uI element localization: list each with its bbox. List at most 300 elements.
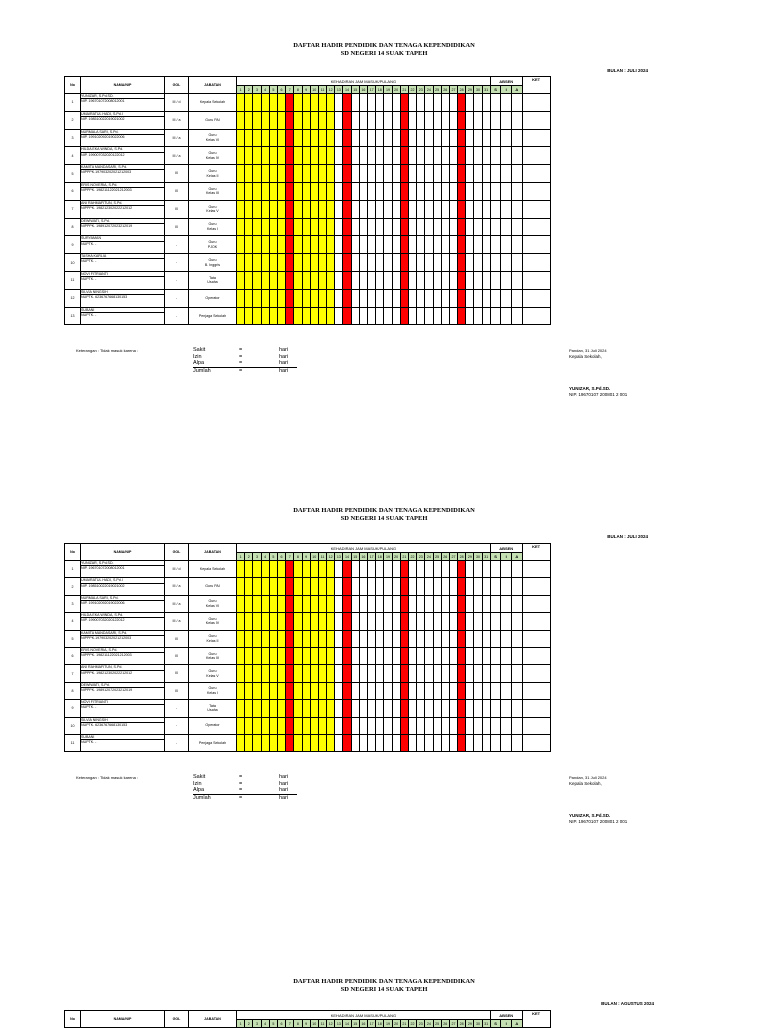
row-gol: IX [165, 630, 189, 647]
day-number: 27 [449, 86, 457, 94]
legend-unit: hari [279, 794, 289, 801]
staff-nip: NIP. 199007032020122012 [81, 152, 164, 157]
row-gol: IX [165, 218, 189, 236]
legend-unit: hari [279, 347, 289, 353]
staff-name: ERIS NOVERIA, S.Pd. [81, 647, 118, 652]
day-number: 10 [310, 553, 318, 561]
day-number: 1 [237, 86, 245, 94]
row-gol: III / a [165, 613, 189, 630]
jabatan-line-2: PJOK [207, 244, 218, 249]
staff-nip: NIP. 196701072008012001 [81, 565, 164, 570]
legend-label: Alpa [193, 787, 205, 793]
staff-nip: NIP. 198510022019021002 [81, 116, 164, 121]
staff-name: HILDA EKA WINDA, S.Pd. [81, 147, 124, 152]
row-gol: IX [165, 200, 189, 218]
day-number: 17 [368, 553, 376, 561]
day-number: 3 [253, 1020, 261, 1028]
day-number: 18 [376, 553, 384, 561]
legend-label: Izin [193, 780, 202, 787]
staff-name: YUNIZAR, S.Pd.SD. [81, 561, 114, 565]
day-number: 9 [302, 553, 310, 561]
day-number: 19 [384, 86, 392, 94]
row-gol: - [165, 700, 189, 717]
day-number: 24 [425, 86, 433, 94]
row-no: 6 [65, 647, 81, 664]
day-number: 4 [261, 553, 269, 561]
staff-nip: NUPTK. 6236767668130153 [81, 722, 164, 727]
day-number: 14 [343, 1020, 351, 1028]
day-number: 23 [417, 1020, 425, 1028]
day-number: 8 [294, 1020, 302, 1028]
day-number: 25 [433, 1020, 441, 1028]
header-nama: NAMA/NIP [81, 1011, 165, 1028]
jabatan-line-1: Operator [205, 295, 220, 300]
legend-label: Sakit [193, 347, 206, 353]
day-number: 13 [335, 86, 343, 94]
staff-name: KAMITA MANDASARI, S.Pd. [81, 630, 128, 635]
header-no: No [65, 544, 81, 561]
header-ket: KET [522, 1011, 550, 1028]
jabatan-line-1: Guru [208, 669, 217, 674]
staff-nip: NIPPPK. 198912072023212019 [81, 223, 164, 228]
header-nama: NAMA/NIP [81, 544, 165, 561]
day-number: 2 [245, 1020, 253, 1028]
day-number: 19 [384, 553, 392, 561]
attendance-table [64, 1010, 551, 1028]
sign-nip: NIP. 19670107 200801 2 001 [569, 392, 628, 397]
staff-nip: NIPPPK. 198912072023212019 [81, 687, 164, 692]
day-number: 2 [245, 553, 253, 561]
sheet-title [0, 978, 768, 994]
staff-name: NURMALA SARI, S.Pd. [81, 129, 119, 134]
day-number: 12 [327, 553, 335, 561]
row-no: 3 [65, 595, 81, 612]
day-number: 10 [310, 1020, 318, 1028]
day-number: 5 [269, 1020, 277, 1028]
row-gol: - [165, 734, 189, 751]
row-no: 3 [65, 129, 81, 147]
jabatan-line-2: Kelas VI [205, 137, 220, 142]
staff-nip: NUPTK. - [81, 704, 164, 709]
legend-unit: hari [279, 353, 289, 360]
header-absen: ABSEN [490, 77, 522, 86]
day-number: 3 [253, 86, 261, 94]
legend-unit: hari [279, 780, 289, 787]
header-absen-s: S [490, 86, 501, 94]
legend-label: Jumlah [193, 367, 211, 374]
day-number: 19 [384, 1020, 392, 1028]
sign-name: YUNIZAR, S.Pd.SD. [569, 386, 611, 391]
sign-name: YUNIZAR, S.Pd.SD. [569, 813, 611, 818]
day-number: 16 [359, 1020, 367, 1028]
sign-place-date: Pandan, 31 Juli 2024 [569, 348, 607, 353]
day-number: 11 [318, 553, 326, 561]
row-no: 10 [65, 254, 81, 272]
staff-name: NOVI FITRIANTI [81, 271, 108, 276]
day-number: 12 [327, 86, 335, 94]
legend-eq: = [239, 794, 243, 801]
staff-name: NOVI FITRIANTI [81, 700, 108, 705]
day-number: 28 [458, 1020, 466, 1028]
jabatan-line-1: Tata [209, 703, 216, 708]
staff-name: TASHA KARLIA [81, 254, 107, 259]
day-number: 28 [458, 553, 466, 561]
day-number: 16 [359, 86, 367, 94]
row-no: 2 [65, 578, 81, 595]
row-no: 7 [65, 200, 81, 218]
day-number: 9 [302, 1020, 310, 1028]
day-number: 9 [302, 86, 310, 94]
day-number: 21 [400, 86, 408, 94]
jabatan-line-1: Guru PAI [205, 117, 220, 122]
staff-nip: NUPTK. 6236767668130153 [81, 294, 164, 299]
legend-label: Sakit [193, 774, 206, 780]
day-number: 14 [343, 553, 351, 561]
staff-name: ERIS NOVERIA, S.Pd. [81, 182, 118, 187]
header-absen: ABSEN [490, 544, 522, 553]
row-no: 8 [65, 218, 81, 236]
day-number: 8 [294, 86, 302, 94]
header-absen-a: A [512, 1020, 523, 1028]
title-line-2: SD NEGERI 14 SUAK TAPEH [340, 515, 428, 522]
jabatan-line-1: Operator [205, 723, 220, 728]
row-gol: IX [165, 647, 189, 664]
row-gol: - [165, 254, 189, 272]
staff-nip: NUPTK. - [81, 312, 164, 317]
legend-eq: = [239, 367, 243, 374]
jabatan-line-2: Kelas III [206, 191, 219, 196]
header-gol: GOL [165, 77, 189, 94]
staff-nip: NIP. 196701072008012001 [81, 98, 164, 103]
row-no: 13 [65, 307, 81, 325]
staff-name: SURYAMAN [81, 236, 102, 241]
jabatan-line-1: Guru [208, 151, 217, 156]
day-number: 7 [286, 553, 294, 561]
header-jabatan: JABATAN [189, 1011, 237, 1028]
jabatan-line-1: Guru [208, 686, 217, 691]
legend-eq: = [239, 774, 243, 780]
day-number: 26 [441, 553, 449, 561]
header-absen-i: I [501, 553, 512, 561]
title-line-1: DAFTAR HADIR PENDIDIK DAN TENAGA KEPENDIDIKAN [293, 507, 475, 514]
header-row [65, 1011, 551, 1020]
row-no: 8 [65, 682, 81, 699]
row-gol: III / a [165, 147, 189, 165]
title-line-2: SD NEGERI 14 SUAK TAPEH [340, 986, 428, 993]
jabatan-line-1: Guru [208, 186, 217, 191]
day-number: 20 [392, 86, 400, 94]
jabatan-line-2: Kelas I [207, 226, 218, 231]
staff-nip: NUPTK. - [81, 258, 164, 263]
jabatan-line-1: Guru [208, 204, 217, 209]
staff-name: ANI RAHMAFITUN, S.Pd. [81, 665, 123, 670]
staff-nip: NUPTK. - [81, 241, 164, 246]
day-number: 21 [400, 553, 408, 561]
jabatan-line-2: Usaha [207, 708, 218, 713]
row-gol: - [165, 717, 189, 734]
row-gol: - [165, 289, 189, 307]
staff-nip: NIP. 198510022019021002 [81, 583, 164, 588]
header-absen-a: A [512, 553, 523, 561]
row-gol: III / d [165, 561, 189, 578]
row-no: 1 [65, 94, 81, 112]
day-number: 1 [237, 1020, 245, 1028]
day-number: 20 [392, 553, 400, 561]
day-number: 29 [466, 553, 474, 561]
legend-eq: = [239, 787, 243, 793]
row-no: 5 [65, 165, 81, 183]
row-gol: - [165, 307, 189, 325]
row-no: 2 [65, 111, 81, 129]
jabatan-line-1: Guru [208, 634, 217, 639]
row-no: 11 [65, 734, 81, 751]
jabatan-line-1: Guru [208, 169, 217, 174]
day-number: 25 [433, 553, 441, 561]
day-number: 6 [277, 1020, 285, 1028]
row-no: 5 [65, 630, 81, 647]
staff-nip: NIPPPK. 198211122021212003 [81, 652, 164, 657]
row-gol: III / a [165, 578, 189, 595]
row-no: 9 [65, 700, 81, 717]
day-number: 2 [245, 86, 253, 94]
day-number: 5 [269, 86, 277, 94]
jabatan-line-1: Tata [209, 275, 216, 280]
row-no: 4 [65, 613, 81, 630]
jabatan-line-2: Usaha [207, 280, 218, 285]
header-nama: NAMA/NIP [81, 77, 165, 94]
day-number: 10 [310, 86, 318, 94]
day-number: 29 [466, 86, 474, 94]
row-no: 10 [65, 717, 81, 734]
row-no: 1 [65, 561, 81, 578]
sign-role: Kepala Sekolah, [569, 354, 602, 359]
row-no: 4 [65, 147, 81, 165]
title-line-1: DAFTAR HADIR PENDIDIK DAN TENAGA KEPENDIDIKAN [293, 42, 475, 49]
header-no: No [65, 77, 81, 94]
staff-name: HILDA EKA WINDA, S.Pd. [81, 613, 124, 618]
jabatan-line-1: Guru [208, 599, 217, 604]
day-number: 13 [335, 1020, 343, 1028]
row-gol: III / a [165, 129, 189, 147]
day-number: 20 [392, 1020, 400, 1028]
day-number: 26 [441, 86, 449, 94]
staff-nip: NUPTK. - [81, 276, 164, 281]
row-gol: IX [165, 182, 189, 200]
day-number: 16 [359, 553, 367, 561]
day-number: 18 [376, 86, 384, 94]
staff-nip: NIPPPK.197903202021212003 [81, 635, 164, 640]
header-absen-i: I [501, 1020, 512, 1028]
header-jabatan: JABATAN [189, 77, 237, 94]
legend-eq: = [239, 353, 243, 360]
day-number: 21 [400, 1020, 408, 1028]
row-no: 9 [65, 236, 81, 254]
header-kehadiran: KEHADIRAN JAM MASUK/PULANG [237, 544, 491, 553]
row-no: 12 [65, 289, 81, 307]
row-gol: - [165, 236, 189, 254]
jabatan-line-2: Kelas II [206, 638, 219, 643]
staff-nip: NIPPPK. 198212302022212012 [81, 670, 164, 675]
day-number: 23 [417, 553, 425, 561]
staff-name: UMAIRATUL HADI, S.Pd.I [81, 111, 123, 116]
day-number: 30 [474, 86, 482, 94]
sign-role: Kepala Sekolah, [569, 781, 602, 786]
day-number: 27 [449, 1020, 457, 1028]
staff-nip: NIPPPK. 198211122021212003 [81, 187, 164, 192]
staff-name: DEWIWATI, S.Pd. [81, 682, 110, 687]
title-line-1: DAFTAR HADIR PENDIDIK DAN TENAGA KEPENDIDIKAN [293, 978, 475, 985]
staff-name: SILVIA NINGSIH [81, 717, 108, 722]
day-number: 31 [482, 1020, 490, 1028]
day-number: 31 [482, 553, 490, 561]
staff-name: YUNIZAR, S.Pd.SD. [81, 94, 114, 98]
staff-name: SILVIA NINGSIH [81, 289, 108, 294]
row-gol: III / d [165, 94, 189, 112]
jabatan-line-1: Kepala Sekolah [199, 100, 226, 105]
legend-eq: = [239, 780, 243, 787]
month-label: BULAN : AGUSTUS 2024 [601, 1001, 654, 1006]
jabatan-line-2: Kelas I [207, 690, 218, 695]
jabatan-line-2: Kelas V [206, 209, 219, 214]
day-number: 3 [253, 553, 261, 561]
day-number: 8 [294, 553, 302, 561]
header-jabatan: JABATAN [189, 544, 237, 561]
jabatan-line-1: Guru PAI [205, 584, 220, 589]
day-number: 25 [433, 86, 441, 94]
staff-nip: NUPTK. - [81, 739, 164, 744]
day-number: 30 [474, 1020, 482, 1028]
day-number: 12 [327, 1020, 335, 1028]
legend-label: Izin [193, 353, 202, 360]
legend-keterangan: Keterangan : Tidak masuk karena : [76, 348, 139, 353]
day-number: 15 [351, 553, 359, 561]
day-number: 6 [277, 86, 285, 94]
row-no: 6 [65, 182, 81, 200]
row-gol: III / a [165, 111, 189, 129]
sign-place-date: Pandan, 31 Juli 2024 [569, 775, 607, 780]
day-number: 27 [449, 553, 457, 561]
day-number: 4 [261, 1020, 269, 1028]
row-gol: IX [165, 682, 189, 699]
day-number: 22 [408, 1020, 416, 1028]
header-absen: ABSEN [490, 1011, 522, 1020]
day-number: 24 [425, 553, 433, 561]
staff-nip: NIPPPK.197903202021212003 [81, 169, 164, 174]
day-number: 22 [408, 86, 416, 94]
row-no: 7 [65, 665, 81, 682]
day-number: 28 [458, 86, 466, 94]
legend-unit: hari [279, 787, 289, 793]
day-number: 29 [466, 1020, 474, 1028]
staff-name: DEWIWATI, S.Pd. [81, 218, 110, 223]
staff-nip: NIP. 199102092019022006 [81, 600, 164, 605]
jabatan-line-1: Guru [208, 258, 217, 263]
day-number: 22 [408, 553, 416, 561]
jabatan-line-1: Guru [208, 240, 217, 245]
row-gol: IX [165, 665, 189, 682]
legend-label: Jumlah [193, 794, 211, 801]
day-number: 15 [351, 1020, 359, 1028]
header-ket: KET [522, 544, 550, 561]
day-number: 14 [343, 86, 351, 94]
staff-name: KAMITA MANDASARI, S.Pd. [81, 165, 128, 170]
legend-unit: hari [279, 360, 289, 366]
header-ket: KET [522, 77, 550, 94]
legend-eq: = [239, 347, 243, 353]
header-absen-s: S [490, 553, 501, 561]
legend-label: Alpa [193, 360, 205, 366]
jabatan-line-1: Penjaga Sekolah [198, 313, 227, 318]
day-number: 6 [277, 553, 285, 561]
day-number: 26 [441, 1020, 449, 1028]
day-number: 7 [286, 1020, 294, 1028]
day-number: 7 [286, 86, 294, 94]
jabatan-line-2: Kelas II [206, 173, 219, 178]
jabatan-line-1: Penjaga Sekolah [198, 740, 227, 745]
day-number: 5 [269, 553, 277, 561]
staff-nip: NIP. 199007032020122012 [81, 617, 164, 622]
jabatan-line-1: Guru [208, 651, 217, 656]
header-absen-i: I [501, 86, 512, 94]
jabatan-line-1: Guru [208, 616, 217, 621]
day-number: 18 [376, 1020, 384, 1028]
sign-nip: NIP. 19670107 200801 2 001 [569, 819, 628, 824]
row-gol: - [165, 271, 189, 289]
jabatan-line-1: Kepala Sekolah [199, 566, 226, 571]
month-label: BULAN : JULI 2024 [607, 68, 648, 73]
row-gol: III / a [165, 595, 189, 612]
staff-name: ANI RAHMAFITUN, S.Pd. [81, 200, 123, 205]
day-number: 17 [368, 86, 376, 94]
month-label: BULAN : JULI 2024 [607, 534, 648, 539]
legend-eq: = [239, 360, 243, 366]
jabatan-line-2: Kelas V [206, 673, 219, 678]
header-gol: GOL [165, 544, 189, 561]
row-no: 11 [65, 271, 81, 289]
staff-name: SUBANI [81, 734, 95, 739]
staff-nip: NIPPPK. 198212302022212012 [81, 205, 164, 210]
header-kehadiran: KEHADIRAN JAM MASUK/PULANG [237, 1011, 491, 1020]
staff-name: UMAIRATUL HADI, S.Pd.I [81, 578, 123, 583]
header-kehadiran: KEHADIRAN JAM MASUK/PULANG [237, 77, 491, 86]
jabatan-line-1: Guru [208, 222, 217, 227]
day-number: 11 [318, 86, 326, 94]
day-number: 31 [482, 86, 490, 94]
staff-nip: NIP. 199102092019022006 [81, 134, 164, 139]
header-absen-s: S [490, 1020, 501, 1028]
day-number: 24 [425, 1020, 433, 1028]
jabatan-line-2: Kelas IV [205, 155, 220, 160]
day-number: 30 [474, 553, 482, 561]
row-gol: IX [165, 165, 189, 183]
day-number: 11 [318, 1020, 326, 1028]
day-number: 13 [335, 553, 343, 561]
day-number: 17 [368, 1020, 376, 1028]
title-line-2: SD NEGERI 14 SUAK TAPEH [340, 50, 428, 57]
header-gol: GOL [165, 1011, 189, 1028]
day-number: 4 [261, 86, 269, 94]
day-number: 23 [417, 86, 425, 94]
legend-unit: hari [279, 367, 289, 374]
header-absen-a: A [512, 86, 523, 94]
jabatan-line-2: Kelas IV [205, 621, 220, 626]
legend-keterangan: Keterangan : Tidak masuk karena : [76, 775, 139, 780]
day-number: 15 [351, 86, 359, 94]
day-number: 1 [237, 553, 245, 561]
header-no: No [65, 1011, 81, 1028]
jabatan-line-2: B. Inggris [204, 262, 221, 267]
jabatan-line-2: Kelas VI [205, 603, 220, 608]
